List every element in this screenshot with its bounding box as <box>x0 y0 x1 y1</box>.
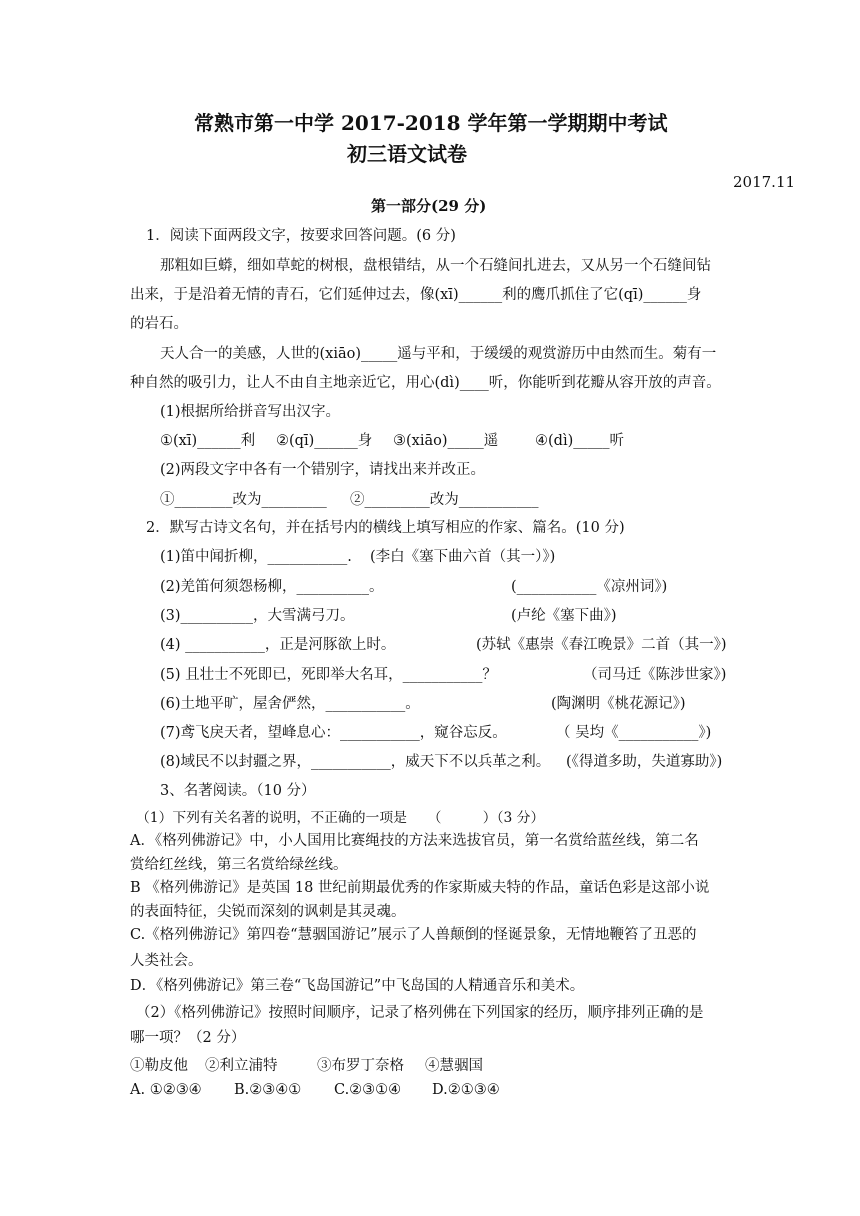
q3-option-a-line1: A．《格列佛游记》中，小人国用比赛绳技的方法来选拔官员，第一名赏给蓝丝线，第二名 <box>130 833 699 849</box>
q3-prompt: 3、名著阅读。（10 分） <box>160 783 316 799</box>
q3-sub2-line2: 哪一项？（2 分） <box>130 1030 246 1046</box>
q3-sub1: （1）下列有关名著的说明，不正确的一项是 （ ）（3 分） <box>136 810 545 826</box>
q1-sub2-item: ②_________改为___________ <box>350 492 539 508</box>
q3-country: ①勒皮他 <box>130 1058 188 1074</box>
q1-passage2-line2: 种自然的吸引力，让人不由自主地亲近它，用心(dì)____听，你能听到花瓣从容开放的声音。 <box>130 375 721 391</box>
q2-item-source: (陶渊明《桃花源记》) <box>551 696 686 712</box>
q2-item-source: (《得道多助，失道寡助》) <box>566 754 723 770</box>
q2-item-source: (李白《塞下曲六首（其一）》) <box>370 549 556 565</box>
exam-title: 常熟市第一中学 2017-2018 学年第一学期期中考试 <box>194 111 668 135</box>
q2-item-line: (8)域民不以封疆之界，___________，威天下不以兵革之利。 <box>160 754 551 770</box>
q3-option-d: D．《格列佛游记》第三卷“飞岛国游记”中飞岛国的人精通音乐和美术。 <box>130 978 585 994</box>
q2-item-source: (卢纶《塞下曲》) <box>511 608 617 624</box>
q2-item-line: (6)土地平旷，屋舍俨然，___________。 <box>160 696 420 712</box>
q1-passage1-line3: 的岩石。 <box>130 316 188 332</box>
q1-passage2-line1: 天人合一的美感，人世的(xiāo)_____遥与平和，于缓缓的观赏游历中由然而生。菊有一 <box>160 346 717 362</box>
q3-country: ②利立浦特 <box>205 1058 278 1074</box>
q2-item-line: (2)羌笛何须怨杨柳，__________。 <box>160 579 384 595</box>
section-title: 第一部分(29 分) <box>371 197 487 215</box>
q3-option-a-line2: 赏给红丝线，第三名赏给绿丝线。 <box>130 857 348 873</box>
q1-sub2: (2)两段文字中各有一个错别字，请找出来并改正。 <box>160 462 486 478</box>
q2-item-line: (5) 且壮士不死即已，死即举大名耳，___________？ <box>160 667 497 683</box>
exam-date: 2017.11 <box>733 173 796 191</box>
q3-option-c-line2: 人类社会。 <box>130 953 203 969</box>
q1-sub1: (1)根据所给拼音写出汉字。 <box>160 404 341 420</box>
q3-option-b-line2: 的表面特征，尖锐而深刻的讽刺是其灵魂。 <box>130 904 406 920</box>
q3-option-c-line1: C.《格列佛游记》第四卷“慧骃国游记”展示了人兽颠倒的怪诞景象，无情地鞭笞了丑恶的 <box>130 927 697 943</box>
q3-country: ④慧骃国 <box>425 1058 483 1074</box>
q1-passage1-line2: 出来，于是沿着无情的青石，它们延伸过去，像(xī)______利的鹰爪抓住了它(qī)______身 <box>130 287 702 303</box>
q2-item-source: (___________《凉州词》) <box>511 579 668 595</box>
q1-sub1-item: ③(xiāo)_____遥 <box>393 433 499 449</box>
q1-prompt: 1．阅读下面两段文字，按要求回答问题。(6 分) <box>146 228 456 244</box>
q2-item-line: (1)笛中闻折柳，___________. <box>160 549 352 565</box>
q1-passage1-line1: 那粗如巨蟒，细如草蛇的树根，盘根错结，从一个石缝间扎进去，又从另一个石缝间钻 <box>160 258 711 274</box>
exam-subtitle: 初三语文试卷 <box>347 142 467 166</box>
q2-item-source: (苏轼《惠崇《春江晚景》二首（其一》) <box>476 637 727 653</box>
q3-choice: A. ①②③④ <box>130 1082 202 1098</box>
q1-sub1-item: ②(qī)______身 <box>276 433 373 449</box>
q2-item-line: (4) ___________，正是河豚欲上时。 <box>160 637 396 653</box>
q2-item-line: (3)__________，大雪满弓刀。 <box>160 608 355 624</box>
q2-prompt: 2．默写古诗文名句，并在括号内的横线上填写相应的作家、篇名。(10 分) <box>146 520 625 536</box>
q1-sub2-item: ①________改为_________ <box>160 492 327 508</box>
q2-item-source: （司马迁《陈涉世家》) <box>583 667 727 683</box>
q3-choice: B.②③④① <box>234 1082 302 1098</box>
q1-sub1-item: ④(dì)_____听 <box>535 433 624 449</box>
q3-option-b-line1: B 《格列佛游记》是英国 18 世纪前期最优秀的作家斯威夫特的作品，童话色彩是这部小说 <box>130 880 710 896</box>
q3-sub2-line1: （2）《格列佛游记》按照时间顺序，记录了格列佛在下列国家的经历，顺序排列正确的是 <box>136 1005 704 1021</box>
q2-item-source: （ 吴均《___________》) <box>556 725 712 741</box>
q3-choice: D.②①③④ <box>432 1082 500 1098</box>
q3-country: ③布罗丁奈格 <box>317 1058 404 1074</box>
q2-item-line: (7)鸢飞戾天者，望峰息心：___________，窥谷忘反。 <box>160 725 507 741</box>
q1-sub1-item: ①(xī)______利 <box>160 433 256 449</box>
q3-choice: C.②③①④ <box>334 1082 402 1098</box>
